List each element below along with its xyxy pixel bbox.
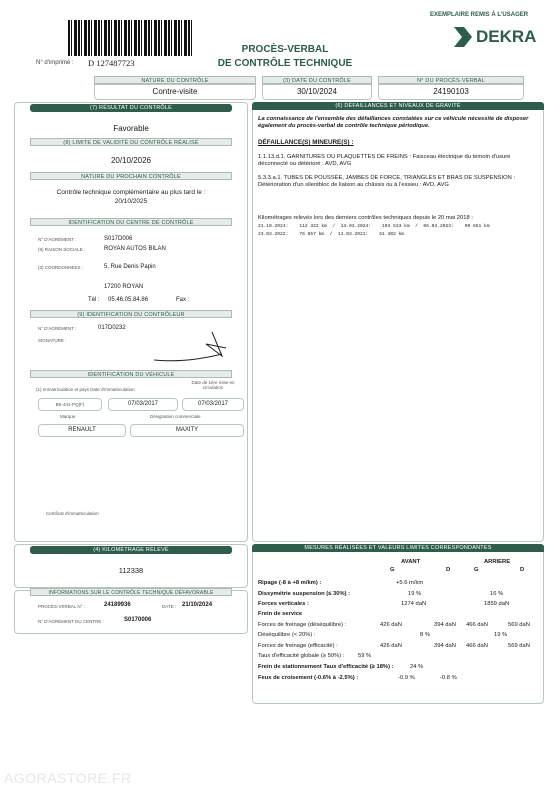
tel-label: Tél :: [88, 297, 100, 303]
centre-section: [30, 218, 232, 226]
imprime-label: N° d'imprimé :: [36, 60, 74, 66]
m-taux-value: 59 %: [358, 653, 372, 659]
date-immat-value: 07/03/2017: [108, 398, 178, 411]
col-avant-g: G: [390, 567, 395, 573]
imprime-value: D 127487723: [88, 58, 135, 68]
m-ripage: Ripage (-8 à +8 m/km) :: [258, 580, 322, 586]
col-arriere: ARRIERE: [484, 559, 511, 565]
m-croisement: Feux de croisement (-0.6% à -2.5%) :: [258, 675, 359, 681]
ctrl-agrement-value: 017D0232: [98, 325, 126, 331]
m-stationnement-value: 24 %: [410, 664, 424, 670]
prochain-value: Contrôle technique complémentaire au plus tard le : 20/10/2025: [56, 189, 206, 205]
vehicule-label: IDENTIFICATION DU VÉHICULE: [30, 370, 232, 378]
m-freinage: Forces de freinage (déséquilibre) :: [258, 622, 347, 628]
intro-text: La connaissance de l'ensemble des défaillances constatées sur ce véhicule nécessite de disposer également du procès-verbal de contrôle technique périodique.: [258, 116, 529, 129]
defav-pv-value: 24189936: [104, 602, 131, 608]
defaillances-section: [252, 102, 544, 110]
defaillances-label: (6) DÉFAILLANCES ET NIVEAUX DE GRAVITÉ: [252, 102, 544, 110]
m-forces-arriere: 1859 daN: [484, 601, 510, 607]
limite-section: [30, 138, 232, 165]
km-section: [30, 546, 232, 575]
controleur-section: [30, 310, 232, 318]
m-freinage-eff: Forces de freinage (efficacité) :: [258, 643, 338, 649]
defav-agrement-label: N° D'AGRÉMENT DU CENTRE :: [38, 619, 104, 624]
immat-value: BK-441-PQ(F): [38, 398, 102, 411]
m-dissym-arriere: 16 %: [490, 591, 504, 597]
defav-section: [30, 588, 232, 596]
raison-label: (9) RAISON SOCIALE :: [38, 247, 86, 252]
date-label: (3) DATE DU CONTRÔLE: [262, 76, 372, 84]
m-stationnement: Frein de stationnement Taux d'efficacité (≥ 18%) :: [258, 664, 394, 670]
m-freinage-avg: 426 daN: [380, 622, 402, 628]
fax-label: Fax :: [176, 297, 190, 303]
col-arriere-g: G: [474, 567, 479, 573]
nature-field: [94, 76, 256, 100]
defav-box: [14, 590, 248, 634]
m-ripage-value: +5.6 m/km: [396, 580, 424, 586]
m-croisement-d: -0.8 %: [440, 675, 457, 681]
m-dissym: Dissymétrie suspension (≤ 30%) :: [258, 591, 351, 597]
date-field: [262, 76, 372, 100]
coord-label: (3) COORDONNÉES :: [38, 265, 84, 270]
m-freinage-avd: 394 daN: [434, 622, 456, 628]
limite-label: (8) LIMITE DE VALIDITÉ DU CONTRÔLE RÉALISÉ: [30, 138, 232, 146]
defav-pv-label: PROCÈS-VERBAL N° :: [38, 604, 85, 609]
km-value: 112338: [118, 566, 144, 575]
circulation-caption: Date de 1ère mise en circulation: [191, 380, 235, 390]
defaillance-item-2: 5.3.3.a.1. TUBES DE POUSSÉE, JAMBES DE FORCE, TRIANGLES ET BRAS DE SUSPENSION : Détérioration d'un silentbloc de liaison au châssis ou à l'essieu : AVD, AVG: [258, 175, 516, 188]
marque-value: RENAULT: [38, 424, 126, 437]
watermark: AGORASTORE.FR: [4, 770, 132, 786]
limite-value: 20/10/2026: [110, 156, 152, 165]
mesures-section: [252, 544, 544, 552]
defav-date-label: DATE :: [162, 604, 177, 609]
pv-field: [378, 76, 524, 100]
defav-agrement-value: S0170006: [124, 617, 152, 623]
designation-caption: Désignation commerciale: [150, 414, 201, 419]
signature-label: SIGNATURE :: [38, 338, 67, 343]
defaillance-item-1: 1.1.13.d.1. GARNITURES OU PLAQUETTES DE FREINS : Faisceau électrique du témoin d'usure déconnecté ou détérioré : AVD, AVG: [258, 154, 511, 167]
m-taux: Taux d'efficacité globale (≥ 50%) :: [258, 653, 345, 659]
date-value: 30/10/2024: [262, 84, 372, 100]
dekra-logo-text: DEKRA: [476, 27, 537, 46]
raison-value: ROYAN AUTOS BILAN: [104, 246, 166, 252]
centre-label: IDENTIFICATION DU CENTRE DE CONTRÔLE: [30, 218, 232, 226]
defav-label: INFORMATIONS SUR LE CONTRÔLE TECHNIQUE DÉFAVORABLE: [30, 588, 232, 596]
km-history-line2: 23.03.2022: 76 857 km / 11.03.2021: 61 302 km: [258, 232, 405, 237]
prochain-label: NATURE DU PROCHAIN CONTRÔLE: [30, 172, 232, 180]
m-frein-service: Frein de service: [258, 611, 303, 617]
m-deseq-arriere: 19 %: [494, 632, 508, 638]
resultat-section: [30, 104, 232, 133]
km-history-intro: Kilométrages relevés lors des derniers contrôles techniques depuis le 20 mai 2018 :: [258, 215, 473, 221]
m-freinage-eff-avg: 426 daN: [380, 643, 402, 649]
agrement-value: S017D006: [104, 236, 133, 242]
mesures-label: MESURES RÉALISÉES ET VALEURS LIMITES CORRESPONDANTES: [252, 544, 544, 552]
col-avant-d: D: [446, 567, 451, 573]
resultat-label: (7) RÉSULTAT DU CONTRÔLE: [30, 104, 232, 112]
resultat-value: Favorable: [113, 124, 149, 133]
m-forces: Forces verticales :: [258, 601, 309, 607]
m-freinage-eff-arg: 466 daN: [466, 643, 488, 649]
m-freinage-eff-ard: 569 daN: [508, 643, 530, 649]
mineures-title: DÉFAILLANCE(S) MINEURE(S) :: [258, 139, 354, 146]
exemplaire-label: EXEMPLAIRE REMIS À L'USAGER: [430, 12, 529, 18]
m-freinage-eff-avd: 394 daN: [434, 643, 456, 649]
certificat-label: Certificat d'immatriculation: [46, 511, 99, 516]
right-column: [252, 102, 544, 542]
immat-caption: (1) Immatriculation et pays Date d'immatriculation: [36, 387, 135, 392]
barcode: [68, 20, 194, 56]
city-value: 17200 ROYAN: [104, 284, 144, 290]
tel-value: 05.46.05.84.86: [108, 297, 149, 303]
m-deseq: Déséquilibre (< 20%) :: [258, 632, 316, 638]
dekra-logo-icon: [452, 25, 474, 49]
date-circ-value: 07/03/2017: [182, 398, 244, 411]
m-forces-avant: 1274 daN: [401, 601, 427, 607]
nature-label: NATURE DU CONTRÔLE: [94, 76, 256, 84]
title-line2: DE CONTRÔLE TECHNIQUE: [217, 58, 353, 69]
m-deseq-avant: 8 %: [420, 632, 430, 638]
prochain-section: [30, 172, 232, 206]
controleur-label: (9) IDENTIFICATION DU CONTRÔLEUR: [30, 310, 232, 318]
ctrl-agrement-label: N° D'AGRÉMENT :: [38, 326, 77, 331]
left-column: [14, 102, 248, 542]
km-history-line1: 21.10.2024: 112 322 km / 13.03.2024: 103 533 km / 06.03.2023: 90 651 km: [258, 224, 490, 229]
m-dissym-avant: 19 %: [408, 591, 422, 597]
m-freinage-arg: 466 daN: [466, 622, 488, 628]
col-avant: AVANT: [401, 559, 421, 565]
marque-caption: Marque: [60, 414, 76, 419]
signature-mark: [150, 326, 234, 366]
nature-value: Contre-visite: [94, 84, 256, 100]
agrement-label: N° D'AGRÉMENT :: [38, 237, 77, 242]
m-croisement-g: -0.9 %: [398, 675, 415, 681]
pv-label: N° DU PROCÈS-VERBAL: [378, 76, 524, 84]
m-freinage-ard: 569 daN: [508, 622, 530, 628]
coord-value: 5, Rue Denis Papin: [104, 264, 156, 270]
pv-value: 24190103: [378, 84, 524, 100]
dekra-logo: [452, 24, 546, 50]
vehicule-section: [30, 370, 232, 378]
title-line1: PROCÈS-VERBAL: [241, 44, 329, 55]
designation-value: MAXITY: [130, 424, 244, 437]
col-arriere-d: D: [520, 567, 525, 573]
defav-date-value: 21/10/2024: [182, 602, 213, 608]
km-label: (4) KILOMÉTRAGE RELEVÉ: [30, 546, 232, 554]
